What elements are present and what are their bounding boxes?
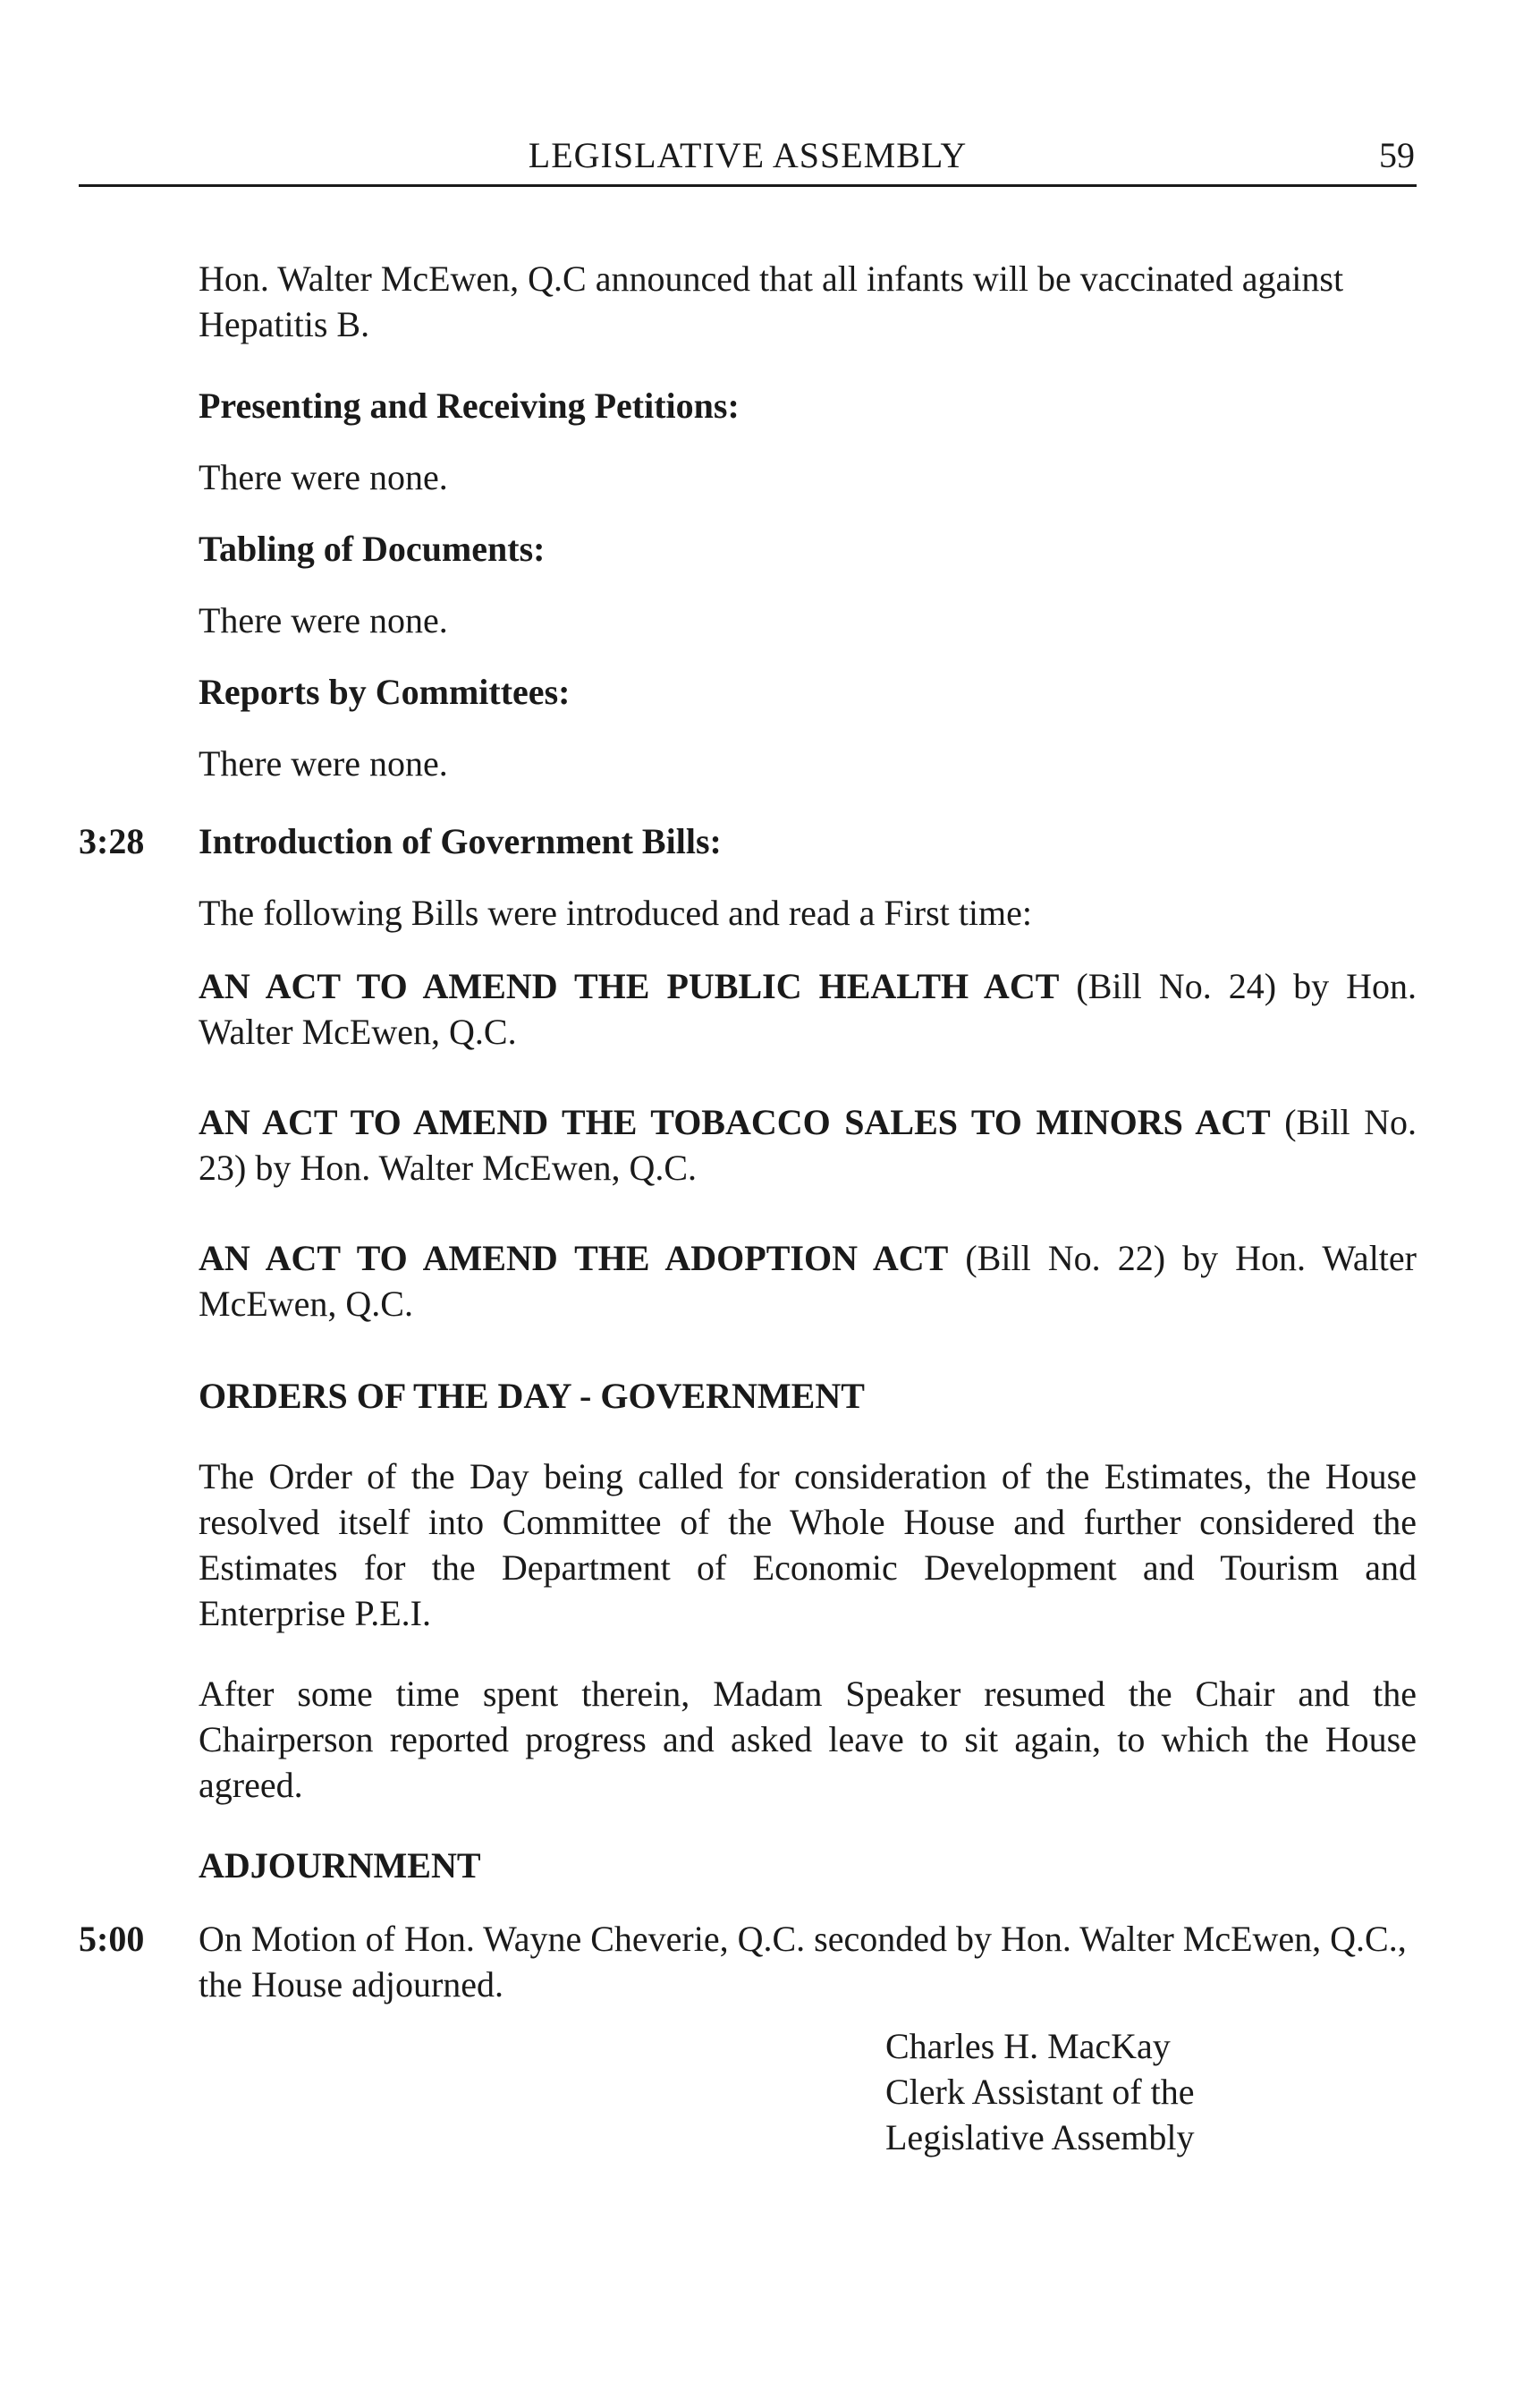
header-title: LEGISLATIVE ASSEMBLY — [528, 135, 968, 175]
bill-detail: (Bill No. 24) by Hon. Walter McEwen, Q.C. — [199, 966, 1417, 1052]
petitions-text: There were none. — [199, 457, 448, 497]
signature-name: Charles H. MacKay — [885, 2026, 1171, 2066]
adjournment-heading: ADJOURNMENT — [199, 1845, 481, 1886]
government-bills-heading: Introduction of Government Bills: — [199, 821, 722, 861]
adjournment-text: On Motion of Hon. Wayne Cheverie, Q.C. seconded by Hon. Walter McEwen, Q.C., the House adjourned. — [199, 1919, 1407, 2004]
bill-title: AN ACT TO AMEND THE PUBLIC HEALTH ACT — [199, 966, 1060, 1006]
tabling-heading: Tabling of Documents: — [199, 529, 546, 569]
bill-title: AN ACT TO AMEND THE TOBACCO SALES TO MINORS ACT — [199, 1102, 1271, 1142]
orders-paragraph-1: The Order of the Day being called for consideration of the Estimates, the House resolved itself into Committee of the Whole House and further considered the Estimates for the Department of Economic Development and Tourism and Enterprise P.E.I. — [199, 1456, 1417, 1633]
bill-item — [199, 1099, 1417, 1191]
signature-title-line-1: Clerk Assistant of the — [885, 2072, 1195, 2112]
signature-block — [885, 2023, 1195, 2160]
bills-intro: The following Bills were introduced and read a First time: — [199, 893, 1032, 933]
reports-heading: Reports by Committees: — [199, 672, 571, 712]
time-stamp-bills: 3:28 — [79, 821, 145, 861]
header-rule — [79, 184, 1417, 187]
orders-heading: ORDERS OF THE DAY - GOVERNMENT — [199, 1376, 865, 1416]
bill-detail: (Bill No. 23) by Hon. Walter McEwen, Q.C. — [199, 1102, 1417, 1188]
reports-text: There were none. — [199, 743, 448, 784]
bill-item — [199, 963, 1417, 1055]
intro-paragraph: Hon. Walter McEwen, Q.C announced that all infants will be vaccinated against Hepatitis B. — [199, 258, 1344, 344]
time-stamp-adjournment: 5:00 — [79, 1919, 145, 1959]
tabling-text: There were none. — [199, 600, 448, 640]
bill-title: AN ACT TO AMEND THE ADOPTION ACT — [199, 1238, 949, 1278]
page-header — [79, 134, 1417, 184]
bill-item — [199, 1235, 1417, 1326]
page-number: 59 — [1379, 135, 1415, 175]
petitions-heading: Presenting and Receiving Petitions: — [199, 386, 740, 426]
signature-title-line-2: Legislative Assembly — [885, 2117, 1195, 2157]
bill-detail: (Bill No. 22) by Hon. Walter McEwen, Q.C. — [199, 1238, 1417, 1324]
orders-paragraph-2: After some time spent therein, Madam Speaker resumed the Chair and the Chairperson reported progress and asked leave to sit again, to which the House agreed. — [199, 1674, 1417, 1805]
